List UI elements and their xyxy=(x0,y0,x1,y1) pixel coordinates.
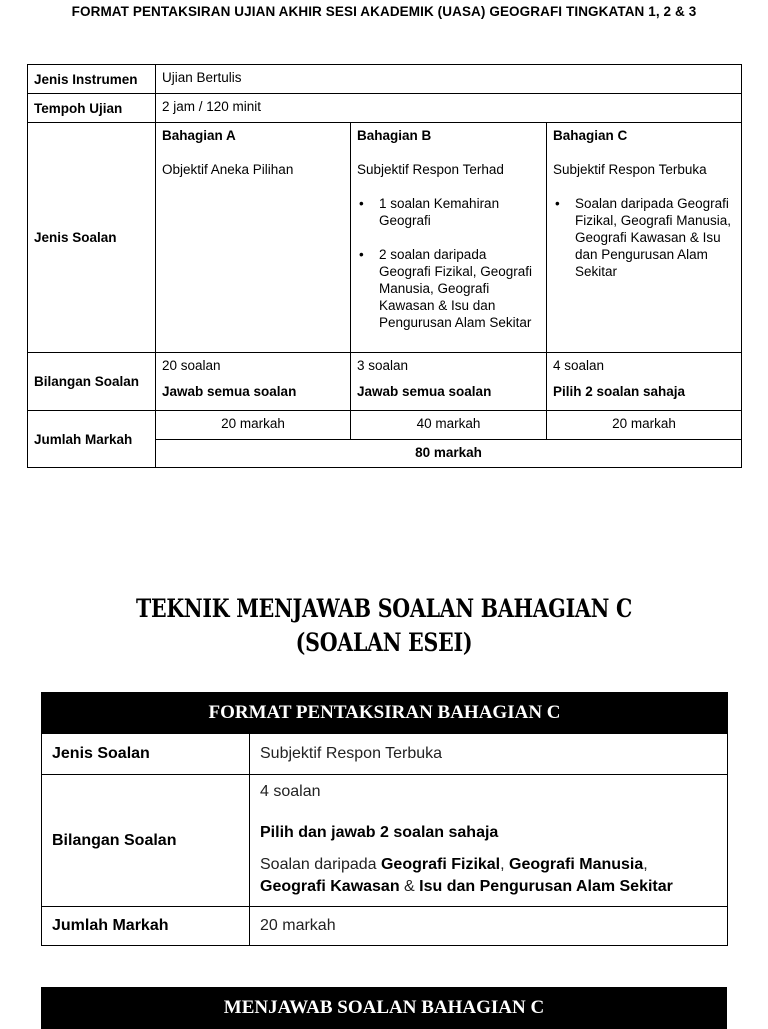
section-b-bullet: • 1 soalan Kemahiran Geografi xyxy=(357,195,540,229)
question-count: 4 soalan xyxy=(260,783,321,800)
markah-a: 20 markah xyxy=(156,411,351,440)
value-jenis-soalan: Subjektif Respon Terbuka xyxy=(250,734,728,775)
row-label-jumlah-markah: Jumlah Markah xyxy=(42,907,250,946)
cell-bilangan-a xyxy=(156,353,351,411)
markah-b: 40 markah xyxy=(351,411,547,440)
row-label-tempoh-ujian: Tempoh Ujian xyxy=(28,94,156,123)
separator: , xyxy=(643,856,648,873)
row-label-jenis-soalan: Jenis Soalan xyxy=(28,123,156,353)
section-a-type: Objektif Aneka Pilihan xyxy=(162,162,294,177)
cell-jenis-soalan-b xyxy=(351,123,547,353)
count-c: 4 soalan xyxy=(553,358,605,373)
note-c: Pilih 2 soalan sahaja xyxy=(553,384,686,399)
note-b: Jawab semua soalan xyxy=(357,384,492,399)
section-heading: TEKNIK MENJAWAB SOALAN BAHAGIAN C xyxy=(135,594,633,623)
cell-jenis-soalan-c xyxy=(547,123,742,353)
section-subheading: (SOALAN ESEI) xyxy=(295,628,473,657)
page-title: FORMAT PENTAKSIRAN UJIAN AKHIR SESI AKADEMIK (UASA) GEOGRAFI TINGKATAN 1, 2 & 3 xyxy=(71,4,697,19)
cell-bilangan-soalan xyxy=(250,775,728,907)
format-table xyxy=(27,64,742,468)
separator: , xyxy=(500,856,510,873)
question-source xyxy=(260,854,717,898)
topic: Geografi Fizikal xyxy=(380,856,501,873)
cell-bilangan-c xyxy=(547,353,742,411)
section-c-list xyxy=(553,195,735,280)
instruction: Pilih dan jawab 2 soalan sahaja xyxy=(260,824,499,841)
count-b: 3 soalan xyxy=(357,358,409,373)
section-header-bar: MENJAWAB SOALAN BAHAGIAN C xyxy=(41,987,727,1029)
row-label-bilangan-soalan: Bilangan Soalan xyxy=(42,775,250,907)
section-c-type: Subjektif Respon Terbuka xyxy=(553,162,707,177)
markah-total: 80 markah xyxy=(156,440,742,468)
row-label-jenis-soalan: Jenis Soalan xyxy=(42,734,250,775)
cell-bilangan-b xyxy=(351,353,547,411)
topic: Geografi Kawasan xyxy=(260,878,400,895)
topic: Isu dan Pengurusan Alam Sekitar xyxy=(419,878,673,895)
table-header: FORMAT PENTAKSIRAN BAHAGIAN C xyxy=(42,693,728,734)
separator: & xyxy=(399,878,420,895)
section-c-bullet: • Soalan daripada Geografi Fizikal, Geografi Manusia, Geografi Kawasan & Isu dan Pengurusan Alam Sekitar xyxy=(553,195,735,280)
value-tempoh-ujian: 2 jam / 120 minit xyxy=(156,94,742,123)
section-b-bullet: • 2 soalan daripada Geografi Fizikal, Geografi Manusia, Geografi Kawasan & Isu dan Pengurusan Alam Sekitar xyxy=(357,246,540,331)
section-c-title: Bahagian C xyxy=(553,128,628,143)
row-label-jumlah-markah: Jumlah Markah xyxy=(28,411,156,468)
cell-jenis-soalan-a xyxy=(156,123,351,353)
markah-c: 20 markah xyxy=(547,411,742,440)
row-label-jenis-instrumen: Jenis Instrumen xyxy=(28,65,156,94)
format-bahagian-c-table xyxy=(41,692,728,946)
value-jenis-instrumen: Ujian Bertulis xyxy=(156,65,742,94)
row-label-bilangan-soalan: Bilangan Soalan xyxy=(28,353,156,411)
section-b-type: Subjektif Respon Terhad xyxy=(357,162,504,177)
source-prefix: Soalan daripada xyxy=(260,856,381,873)
count-a: 20 soalan xyxy=(162,358,221,373)
note-a: Jawab semua soalan xyxy=(162,384,297,399)
section-b-list xyxy=(357,195,540,331)
value-jumlah-markah: 20 markah xyxy=(250,907,728,946)
topic: Geografi Manusia xyxy=(509,856,644,873)
section-a-title: Bahagian A xyxy=(162,128,236,143)
section-b-title: Bahagian B xyxy=(357,128,432,143)
